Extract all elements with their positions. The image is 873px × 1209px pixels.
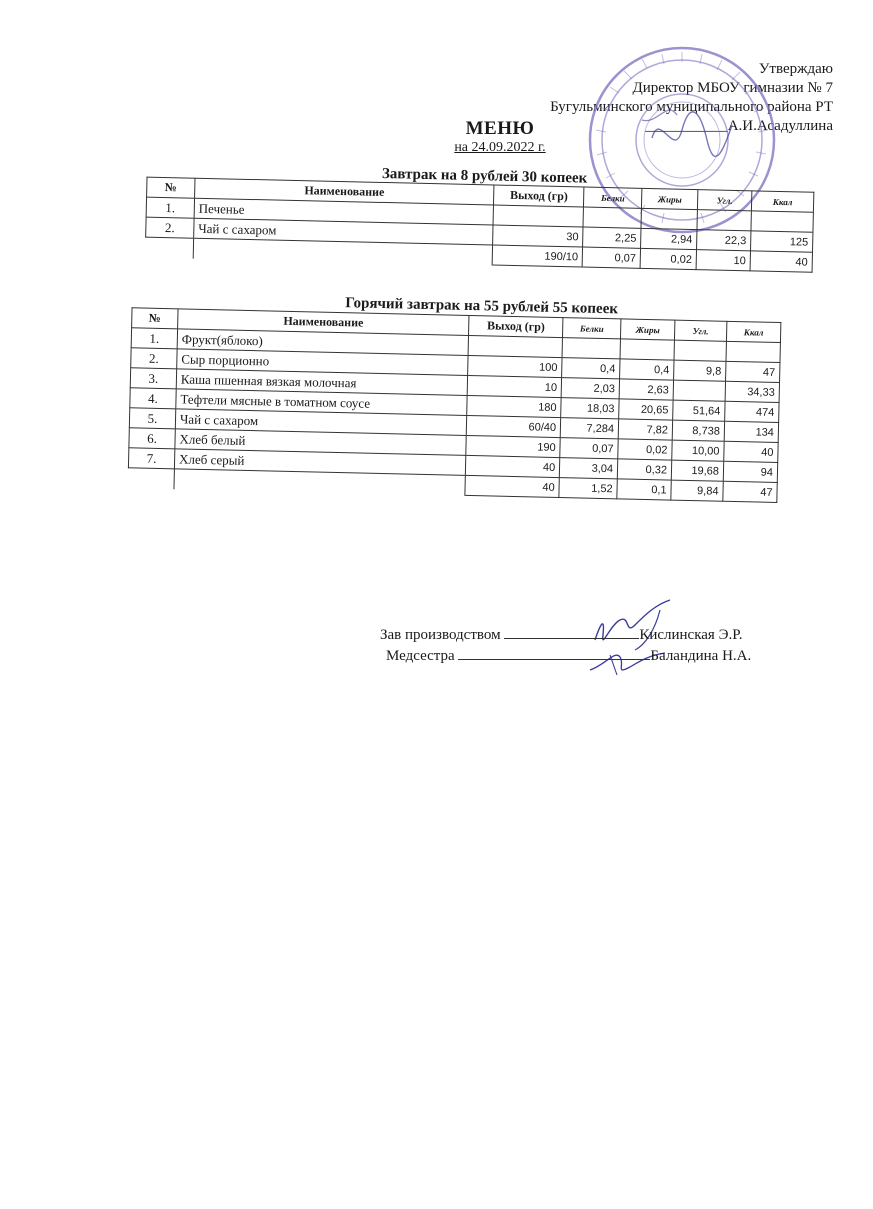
dish-kcal: 34,33 (725, 381, 779, 402)
col-carb-header: Угл. (698, 190, 752, 211)
col-protein-header: Белки (563, 318, 621, 339)
signature-name-1: Кислинская Э.Р. (639, 627, 743, 643)
row-number: 3. (130, 368, 176, 389)
dish-fat: 0,1 (617, 479, 671, 500)
row-number: 2. (131, 348, 177, 369)
dish-carb: 22,3 (697, 230, 751, 251)
dish-fat: 2,63 (619, 379, 673, 400)
dish-carb: 9,8 (674, 360, 726, 381)
dish-output (468, 335, 562, 357)
signature-blank-1 (504, 624, 639, 639)
col-output-header: Выход (гр) (494, 185, 584, 207)
dish-name: Тефтели мясные в томатном соусе (176, 389, 468, 416)
dish-kcal (751, 211, 813, 232)
row-number: 6. (129, 428, 175, 449)
approval-line-2: Директор МБОУ гимназии № 7 (632, 80, 833, 96)
breakfast2-table (127, 307, 781, 503)
dish-protein: 0,07 (560, 438, 618, 459)
dish-protein (583, 207, 641, 228)
dish-protein: 3,04 (559, 458, 617, 479)
dish-kcal: 474 (725, 401, 779, 422)
col-fat-header: Жиры (621, 319, 675, 340)
dish-kcal: 47 (723, 481, 777, 502)
signature-blank-2 (458, 645, 650, 660)
dish-name: Фрукт(яблоко) (177, 329, 469, 356)
col-output-header: Выход (гр) (469, 315, 563, 337)
col-number-header: № (147, 177, 195, 198)
row-number (145, 237, 193, 258)
dish-fat: 0,02 (618, 439, 672, 460)
dish-carb: 9,84 (671, 480, 723, 501)
row-number: 5. (129, 408, 175, 429)
dish-protein: 2,25 (583, 227, 641, 248)
dish-kcal: 134 (724, 421, 778, 442)
menu-title: МЕНЮ (465, 118, 535, 139)
dish-output: 30 (493, 225, 583, 247)
breakfast1-table (145, 177, 815, 273)
row-number: 1. (146, 197, 194, 218)
approval-line-3: Бугульминского муниципального района РТ (550, 99, 833, 115)
dish-output: 60/40 (467, 415, 561, 437)
dish-name: Печенье (194, 198, 494, 225)
dish-fat: 20,65 (619, 399, 673, 420)
dish-output (493, 205, 583, 227)
signature-role-1: Зав производством (380, 627, 501, 643)
signature-row-1 (380, 624, 751, 645)
dish-name: Сыр порционно (177, 349, 469, 376)
dish-fat: 2,94 (641, 228, 697, 249)
dish-carb (674, 340, 726, 361)
dish-name: Чай с сахаром (194, 218, 494, 245)
dish-fat (620, 339, 674, 360)
dish-protein: 0,4 (562, 358, 620, 379)
dish-name: Хлеб белый (175, 429, 467, 456)
dish-carb: 19,68 (671, 460, 723, 481)
row-number: 7. (128, 448, 174, 469)
signature-role-2: Медсестра (386, 648, 455, 664)
col-name-header: Наименование (194, 178, 494, 205)
approval-line-1: Утверждаю (758, 61, 833, 77)
dish-kcal (726, 341, 780, 362)
signatures-block (380, 624, 751, 666)
dish-kcal: 125 (751, 231, 813, 252)
dish-output: 40 (465, 475, 559, 497)
col-name-header: Наименование (178, 309, 470, 336)
col-kcal-header: Ккал (751, 191, 813, 212)
approval-sign-blank: ___________ (645, 118, 728, 134)
row-number (128, 468, 174, 489)
menu-date: на 24.09.2022 г. (454, 140, 546, 155)
dish-output: 180 (467, 395, 561, 417)
dish-protein: 7,284 (560, 418, 618, 439)
row-number: 1. (131, 328, 177, 349)
dish-protein: 18,03 (561, 398, 619, 419)
dish-fat: 0,4 (620, 359, 674, 380)
approval-director-name: А.И.Асадуллина (727, 118, 833, 134)
dish-carb: 10 (696, 250, 750, 271)
dish-output: 190 (466, 435, 560, 457)
dish-carb: 51,64 (673, 400, 725, 421)
dish-kcal: 47 (726, 361, 780, 382)
dish-output: 100 (468, 355, 562, 377)
signature-row-2 (380, 645, 751, 666)
dish-name: Хлеб серый (174, 449, 466, 476)
row-number: 2. (146, 217, 194, 238)
dish-output: 190/10 (492, 245, 582, 267)
dish-fat: 7,82 (618, 419, 672, 440)
dish-fat: 0,32 (617, 459, 671, 480)
dish-carb (697, 210, 751, 231)
row-number: 4. (130, 388, 176, 409)
dish-fat (641, 208, 697, 229)
col-protein-header: Белки (584, 187, 642, 208)
breakfast1-title: Завтрак на 8 рублей 30 копеек (381, 165, 588, 187)
dish-protein: 1,52 (559, 478, 617, 499)
dish-name: Каша пшенная вязкая молочная (176, 369, 468, 396)
dish-protein: 0,07 (582, 247, 640, 268)
dish-fat: 0,02 (640, 248, 696, 269)
dish-kcal: 40 (750, 251, 812, 272)
dish-carb: 10,00 (672, 440, 724, 461)
dish-carb: 8,738 (672, 420, 724, 441)
dish-protein: 2,03 (561, 378, 619, 399)
col-carb-header: Угл. (675, 320, 727, 341)
col-fat-header: Жиры (642, 188, 698, 209)
dish-kcal: 94 (723, 461, 777, 482)
dish-kcal: 40 (724, 441, 778, 462)
col-kcal-header: Ккал (726, 321, 780, 342)
col-number-header: № (132, 308, 178, 329)
signature-name-2: Баландина Н.А. (650, 648, 752, 664)
dish-carb (673, 380, 725, 401)
dish-output: 40 (466, 455, 560, 477)
dish-output: 10 (467, 375, 561, 397)
dish-name: Чай с сахаром (175, 409, 467, 436)
dish-protein (562, 338, 620, 359)
breakfast2-title: Горячий завтрак на 55 рублей 55 копеек (345, 295, 619, 318)
